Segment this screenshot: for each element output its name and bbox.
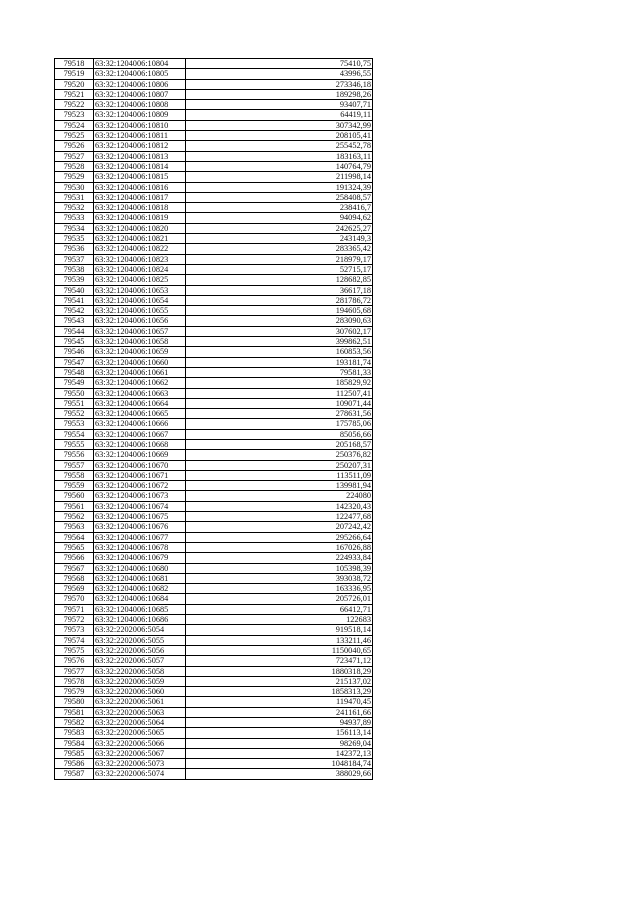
value-cell: 1880318,29	[186, 666, 373, 676]
table-row	[55, 522, 373, 532]
table-row	[55, 59, 373, 69]
cadastral-number-cell: 63:32:1204006:10818	[94, 203, 186, 213]
row-number-cell: 79529	[55, 172, 94, 182]
table-row	[55, 151, 373, 161]
value-cell: 278631,56	[186, 409, 373, 419]
table-row	[55, 439, 373, 449]
cadastral-number-cell: 63:32:2202006:5064	[94, 718, 186, 728]
value-cell: 283090,63	[186, 316, 373, 326]
row-number-cell: 79523	[55, 110, 94, 120]
cadastral-number-cell: 63:32:1204006:10667	[94, 429, 186, 439]
cadastral-number-cell: 63:32:1204006:10671	[94, 470, 186, 480]
table-row	[55, 234, 373, 244]
table-row	[55, 347, 373, 357]
table-row	[55, 172, 373, 182]
table-row	[55, 707, 373, 717]
cadastral-number-cell: 63:32:2202006:5066	[94, 738, 186, 748]
value-cell: 142320,43	[186, 501, 373, 511]
table-row	[55, 388, 373, 398]
table-row	[55, 584, 373, 594]
table-row	[55, 295, 373, 305]
value-cell: 64419,11	[186, 110, 373, 120]
row-number-cell: 79548	[55, 367, 94, 377]
cadastral-number-cell: 63:32:1204006:10679	[94, 553, 186, 563]
cadastral-number-cell: 63:32:2202006:5063	[94, 707, 186, 717]
value-cell: 122683	[186, 615, 373, 625]
value-cell: 255452,78	[186, 141, 373, 151]
value-cell: 113511,09	[186, 470, 373, 480]
table-row	[55, 203, 373, 213]
row-number-cell: 79587	[55, 769, 94, 779]
cadastral-number-cell: 63:32:1204006:10812	[94, 141, 186, 151]
cadastral-number-cell: 63:32:2202006:5060	[94, 687, 186, 697]
value-cell: 79581,33	[186, 367, 373, 377]
cadastral-number-cell: 63:32:1204006:10678	[94, 542, 186, 552]
row-number-cell: 79570	[55, 594, 94, 604]
row-number-cell: 79586	[55, 759, 94, 769]
value-cell: 307342,99	[186, 120, 373, 130]
value-cell: 211998,14	[186, 172, 373, 182]
value-cell: 393038,72	[186, 573, 373, 583]
value-cell: 205726,01	[186, 594, 373, 604]
value-cell: 1150040,65	[186, 645, 373, 655]
row-number-cell: 79528	[55, 161, 94, 171]
cadastral-number-cell: 63:32:1204006:10657	[94, 326, 186, 336]
cadastral-number-cell: 63:32:2202006:5055	[94, 635, 186, 645]
value-cell: 185829,92	[186, 378, 373, 388]
row-number-cell: 79519	[55, 69, 94, 79]
cadastral-number-cell: 63:32:1204006:10675	[94, 512, 186, 522]
value-cell: 242625,27	[186, 223, 373, 233]
value-cell: 160853,56	[186, 347, 373, 357]
table-row	[55, 110, 373, 120]
cadastral-number-cell: 63:32:2202006:5065	[94, 728, 186, 738]
row-number-cell: 79538	[55, 264, 94, 274]
value-cell: 128682,85	[186, 275, 373, 285]
value-cell: 224933,84	[186, 553, 373, 563]
row-number-cell: 79559	[55, 481, 94, 491]
cadastral-number-cell: 63:32:2202006:5061	[94, 697, 186, 707]
row-number-cell: 79521	[55, 89, 94, 99]
cadastral-number-cell: 63:32:1204006:10806	[94, 79, 186, 89]
value-cell: 218979,17	[186, 254, 373, 264]
value-cell: 283365,42	[186, 244, 373, 254]
row-number-cell: 79530	[55, 182, 94, 192]
row-number-cell: 79575	[55, 645, 94, 655]
cadastral-number-cell: 63:32:2202006:5054	[94, 625, 186, 635]
table-row	[55, 378, 373, 388]
cadastral-number-cell: 63:32:1204006:10807	[94, 89, 186, 99]
cadastral-number-cell: 63:32:1204006:10653	[94, 285, 186, 295]
value-cell: 273346,18	[186, 79, 373, 89]
table-row	[55, 676, 373, 686]
value-cell: 94937,89	[186, 718, 373, 728]
row-number-cell: 79527	[55, 151, 94, 161]
row-number-cell: 79545	[55, 337, 94, 347]
value-cell: 43996,55	[186, 69, 373, 79]
table-row	[55, 409, 373, 419]
table-row	[55, 326, 373, 336]
value-cell: 307602,17	[186, 326, 373, 336]
table-row	[55, 244, 373, 254]
value-cell: 1858313,29	[186, 687, 373, 697]
table-row	[55, 728, 373, 738]
table-row	[55, 460, 373, 470]
cadastral-number-cell: 63:32:1204006:10804	[94, 59, 186, 69]
row-number-cell: 79576	[55, 656, 94, 666]
row-number-cell: 79565	[55, 542, 94, 552]
row-number-cell: 79535	[55, 234, 94, 244]
value-cell: 250207,31	[186, 460, 373, 470]
row-number-cell: 79566	[55, 553, 94, 563]
table-row	[55, 450, 373, 460]
cadastral-number-cell: 63:32:1204006:10824	[94, 264, 186, 274]
cadastral-number-cell: 63:32:1204006:10821	[94, 234, 186, 244]
row-number-cell: 79574	[55, 635, 94, 645]
cadastral-number-cell: 63:32:1204006:10673	[94, 491, 186, 501]
cadastral-number-cell: 63:32:1204006:10823	[94, 254, 186, 264]
row-number-cell: 79557	[55, 460, 94, 470]
cadastral-number-cell: 63:32:1204006:10655	[94, 306, 186, 316]
table-row	[55, 69, 373, 79]
cadastral-number-cell: 63:32:1204006:10817	[94, 192, 186, 202]
table-row	[55, 615, 373, 625]
row-number-cell: 79520	[55, 79, 94, 89]
value-cell: 250376,82	[186, 450, 373, 460]
cadastral-number-cell: 63:32:1204006:10661	[94, 367, 186, 377]
value-cell: 85056,66	[186, 429, 373, 439]
cadastral-number-cell: 63:32:1204006:10674	[94, 501, 186, 511]
cadastral-number-cell: 63:32:1204006:10808	[94, 100, 186, 110]
table-row	[55, 357, 373, 367]
value-cell: 258408,57	[186, 192, 373, 202]
cadastral-number-cell: 63:32:1204006:10819	[94, 213, 186, 223]
row-number-cell: 79572	[55, 615, 94, 625]
row-number-cell: 79581	[55, 707, 94, 717]
value-cell: 189298,26	[186, 89, 373, 99]
cadastral-number-cell: 63:32:1204006:10813	[94, 151, 186, 161]
table-row	[55, 182, 373, 192]
table-row	[55, 79, 373, 89]
cadastral-number-cell: 63:32:2202006:5058	[94, 666, 186, 676]
cadastral-number-cell: 63:32:1204006:10664	[94, 398, 186, 408]
table-row	[55, 625, 373, 635]
row-number-cell: 79583	[55, 728, 94, 738]
value-cell: 281786,72	[186, 295, 373, 305]
cadastral-number-cell: 63:32:1204006:10684	[94, 594, 186, 604]
value-cell: 183163,11	[186, 151, 373, 161]
row-number-cell: 79533	[55, 213, 94, 223]
table-row	[55, 337, 373, 347]
value-cell: 133211,46	[186, 635, 373, 645]
cadastral-number-cell: 63:32:1204006:10660	[94, 357, 186, 367]
table-row	[55, 604, 373, 614]
value-cell: 175785,06	[186, 419, 373, 429]
cadastral-number-cell: 63:32:1204006:10680	[94, 563, 186, 573]
row-number-cell: 79558	[55, 470, 94, 480]
row-number-cell: 79532	[55, 203, 94, 213]
table-row	[55, 264, 373, 274]
value-cell: 139981,94	[186, 481, 373, 491]
cadastral-number-cell: 63:32:1204006:10662	[94, 378, 186, 388]
row-number-cell: 79573	[55, 625, 94, 635]
table-row	[55, 367, 373, 377]
row-number-cell: 79564	[55, 532, 94, 542]
value-cell: 208105,41	[186, 131, 373, 141]
cadastral-number-cell: 63:32:1204006:10820	[94, 223, 186, 233]
value-cell: 119470,45	[186, 697, 373, 707]
value-cell: 167026,88	[186, 542, 373, 552]
row-number-cell: 79560	[55, 491, 94, 501]
row-number-cell: 79551	[55, 398, 94, 408]
row-number-cell: 79547	[55, 357, 94, 367]
value-cell: 156113,14	[186, 728, 373, 738]
cadastral-number-cell: 63:32:1204006:10825	[94, 275, 186, 285]
value-cell: 295266,64	[186, 532, 373, 542]
row-number-cell: 79543	[55, 316, 94, 326]
table-row	[55, 89, 373, 99]
row-number-cell: 79571	[55, 604, 94, 614]
row-number-cell: 79518	[55, 59, 94, 69]
table-row	[55, 563, 373, 573]
table-row	[55, 120, 373, 130]
value-cell: 238416,7	[186, 203, 373, 213]
row-number-cell: 79541	[55, 295, 94, 305]
table-row	[55, 542, 373, 552]
cadastral-number-cell: 63:32:1204006:10816	[94, 182, 186, 192]
row-number-cell: 79569	[55, 584, 94, 594]
row-number-cell: 79531	[55, 192, 94, 202]
table-row	[55, 192, 373, 202]
row-number-cell: 79549	[55, 378, 94, 388]
row-number-cell: 79534	[55, 223, 94, 233]
cadastral-number-cell: 63:32:1204006:10669	[94, 450, 186, 460]
table-row	[55, 594, 373, 604]
cadastral-number-cell: 63:32:1204006:10663	[94, 388, 186, 398]
table-row	[55, 223, 373, 233]
cadastral-number-cell: 63:32:1204006:10686	[94, 615, 186, 625]
cadastral-number-cell: 63:32:2202006:5056	[94, 645, 186, 655]
row-number-cell: 79582	[55, 718, 94, 728]
table-row	[55, 748, 373, 758]
value-cell: 36617,18	[186, 285, 373, 295]
cadastral-number-cell: 63:32:2202006:5073	[94, 759, 186, 769]
cadastral-number-cell: 63:32:1204006:10822	[94, 244, 186, 254]
row-number-cell: 79536	[55, 244, 94, 254]
row-number-cell: 79525	[55, 131, 94, 141]
row-number-cell: 79524	[55, 120, 94, 130]
value-cell: 1048184,74	[186, 759, 373, 769]
table-row	[55, 553, 373, 563]
cadastral-number-cell: 63:32:1204006:10685	[94, 604, 186, 614]
cadastral-number-cell: 63:32:2202006:5059	[94, 676, 186, 686]
cadastral-number-cell: 63:32:1204006:10681	[94, 573, 186, 583]
row-number-cell: 79578	[55, 676, 94, 686]
row-number-cell: 79555	[55, 439, 94, 449]
table-row	[55, 769, 373, 779]
table-row	[55, 470, 373, 480]
table-row	[55, 718, 373, 728]
row-number-cell: 79577	[55, 666, 94, 676]
cadastral-number-cell: 63:32:1204006:10666	[94, 419, 186, 429]
table-row	[55, 656, 373, 666]
value-cell: 75410,75	[186, 59, 373, 69]
cadastral-number-cell: 63:32:1204006:10670	[94, 460, 186, 470]
cadastral-number-cell: 63:32:2202006:5074	[94, 769, 186, 779]
table-body	[55, 59, 373, 780]
value-cell: 241161,66	[186, 707, 373, 717]
table-row	[55, 141, 373, 151]
value-cell: 122477,68	[186, 512, 373, 522]
row-number-cell: 79540	[55, 285, 94, 295]
table-row	[55, 573, 373, 583]
table-row	[55, 161, 373, 171]
value-cell: 215137,02	[186, 676, 373, 686]
row-number-cell: 79537	[55, 254, 94, 264]
row-number-cell: 79563	[55, 522, 94, 532]
cadastral-number-cell: 63:32:1204006:10809	[94, 110, 186, 120]
value-cell: 52715,17	[186, 264, 373, 274]
row-number-cell: 79550	[55, 388, 94, 398]
value-cell: 723471,12	[186, 656, 373, 666]
table-row	[55, 697, 373, 707]
table-row	[55, 635, 373, 645]
row-number-cell: 79552	[55, 409, 94, 419]
table-row	[55, 316, 373, 326]
cadastral-number-cell: 63:32:1204006:10656	[94, 316, 186, 326]
value-cell: 93407,71	[186, 100, 373, 110]
row-number-cell: 79546	[55, 347, 94, 357]
value-cell: 94094,62	[186, 213, 373, 223]
cadastral-number-cell: 63:32:2202006:5067	[94, 748, 186, 758]
cadastral-number-cell: 63:32:1204006:10668	[94, 439, 186, 449]
value-cell: 191324,39	[186, 182, 373, 192]
row-number-cell: 79526	[55, 141, 94, 151]
cadastral-number-cell: 63:32:1204006:10676	[94, 522, 186, 532]
row-number-cell: 79561	[55, 501, 94, 511]
value-cell: 243149,3	[186, 234, 373, 244]
cadastral-number-cell: 63:32:1204006:10805	[94, 69, 186, 79]
cadastral-number-cell: 63:32:1204006:10810	[94, 120, 186, 130]
table-row	[55, 285, 373, 295]
cadastral-number-cell: 63:32:1204006:10815	[94, 172, 186, 182]
cadastral-number-cell: 63:32:1204006:10672	[94, 481, 186, 491]
table-row	[55, 275, 373, 285]
row-number-cell: 79585	[55, 748, 94, 758]
value-cell: 207242,42	[186, 522, 373, 532]
cadastral-number-cell: 63:32:1204006:10658	[94, 337, 186, 347]
table-row	[55, 254, 373, 264]
value-cell: 919518,14	[186, 625, 373, 635]
row-number-cell: 79522	[55, 100, 94, 110]
table-row	[55, 491, 373, 501]
table-row	[55, 501, 373, 511]
table-row	[55, 512, 373, 522]
cadastral-number-cell: 63:32:1204006:10654	[94, 295, 186, 305]
cadastral-number-cell: 63:32:1204006:10659	[94, 347, 186, 357]
value-cell: 194605,68	[186, 306, 373, 316]
cadastral-number-cell: 63:32:1204006:10811	[94, 131, 186, 141]
table-row	[55, 131, 373, 141]
table-row	[55, 398, 373, 408]
value-cell: 163336,95	[186, 584, 373, 594]
table-row	[55, 687, 373, 697]
value-cell: 205168,57	[186, 439, 373, 449]
value-cell: 109071,44	[186, 398, 373, 408]
table-row	[55, 306, 373, 316]
value-cell: 112507,41	[186, 388, 373, 398]
cadastral-number-cell: 63:32:2202006:5057	[94, 656, 186, 666]
row-number-cell: 79567	[55, 563, 94, 573]
value-cell: 193181,74	[186, 357, 373, 367]
table-row	[55, 645, 373, 655]
table-row	[55, 429, 373, 439]
cadastral-value-table	[54, 58, 373, 780]
row-number-cell: 79553	[55, 419, 94, 429]
row-number-cell: 79562	[55, 512, 94, 522]
row-number-cell: 79568	[55, 573, 94, 583]
table-row	[55, 666, 373, 676]
table-row	[55, 213, 373, 223]
row-number-cell: 79544	[55, 326, 94, 336]
row-number-cell: 79554	[55, 429, 94, 439]
table-row	[55, 481, 373, 491]
value-cell: 105398,39	[186, 563, 373, 573]
cadastral-number-cell: 63:32:1204006:10677	[94, 532, 186, 542]
value-cell: 66412,71	[186, 604, 373, 614]
row-number-cell: 79539	[55, 275, 94, 285]
table-row	[55, 419, 373, 429]
cadastral-number-cell: 63:32:1204006:10665	[94, 409, 186, 419]
row-number-cell: 79556	[55, 450, 94, 460]
row-number-cell: 79584	[55, 738, 94, 748]
row-number-cell: 79580	[55, 697, 94, 707]
table-row	[55, 532, 373, 542]
value-cell: 98269,04	[186, 738, 373, 748]
value-cell: 224080	[186, 491, 373, 501]
table-row	[55, 100, 373, 110]
row-number-cell: 79542	[55, 306, 94, 316]
value-cell: 388029,66	[186, 769, 373, 779]
value-cell: 140764,79	[186, 161, 373, 171]
cadastral-number-cell: 63:32:1204006:10682	[94, 584, 186, 594]
row-number-cell: 79579	[55, 687, 94, 697]
table-row	[55, 738, 373, 748]
value-cell: 142372,13	[186, 748, 373, 758]
value-cell: 399862,51	[186, 337, 373, 347]
table-row	[55, 759, 373, 769]
cadastral-number-cell: 63:32:1204006:10814	[94, 161, 186, 171]
